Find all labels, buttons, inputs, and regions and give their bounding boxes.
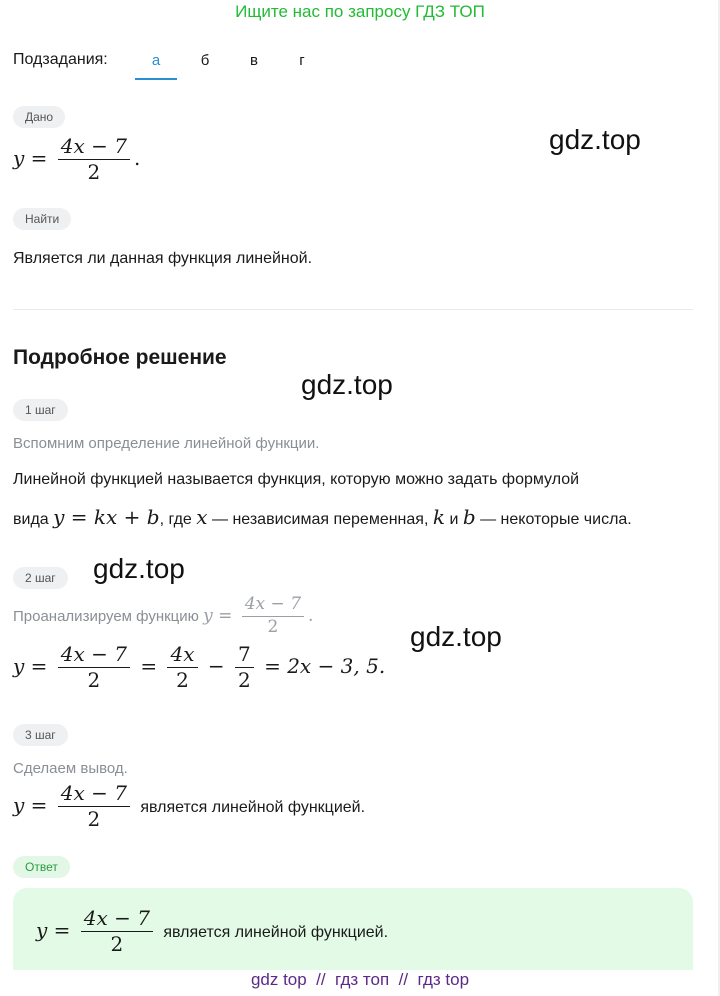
- step1-line1: Линейной функцией называется функция, которую можно задать формулой: [13, 471, 580, 488]
- footer-links[interactable]: gdz top // гдз топ // гдз top: [250, 970, 470, 989]
- section-divider: [13, 309, 693, 310]
- solution-title: Подробное решение: [13, 346, 227, 369]
- step3-pill: 3 шаг: [13, 724, 68, 746]
- top-banner[interactable]: Ищите нас по запросу ГДЗ ТОП: [235, 2, 485, 21]
- answer-pill: Ответ: [13, 856, 70, 878]
- active-tab-underline: [135, 78, 177, 80]
- given-formula: y = $\frac{4x - 7}{2}$ .: [13, 134, 141, 184]
- tab-g[interactable]: г: [299, 52, 305, 69]
- step1-hint: Вспомним определение линейной функции.: [13, 435, 320, 452]
- answer-text: y = $\frac{4x - 7}{2}$ является линейной функцией.: [36, 906, 389, 956]
- step3-hint: Сделаем вывод.: [13, 760, 128, 777]
- step2-pill: 2 шаг: [13, 567, 68, 589]
- find-text: Является ли данная функция линейной.: [13, 250, 313, 267]
- watermark: gdz.top: [93, 553, 185, 584]
- step1-line2: вида y = kx + b, где x — независимая переменная, k и b — некоторые числа.: [13, 505, 632, 529]
- step3-conclusion: y = $\frac{4x - 7}{2}$ является линейной функцией.: [13, 781, 366, 831]
- tab-b[interactable]: б: [200, 52, 210, 69]
- watermark: gdz.top: [301, 369, 393, 400]
- tab-a[interactable]: а: [151, 52, 161, 69]
- step2-hint: Проанализируем функцию y = $\frac{4x - 7}{2}$ .: [13, 594, 314, 637]
- subtasks-label: Подзадания:: [13, 51, 108, 68]
- step2-chain: y = $\frac{4x - 7}{2}$ = $\frac{4x}{2}$ − $\frac{7}{2}$ = 2x − 3, 5.: [13, 642, 386, 692]
- linear-formula: y = kx + b: [53, 505, 160, 529]
- watermark: gdz.top: [549, 124, 641, 155]
- watermark: gdz.top: [410, 621, 502, 652]
- step1-pill: 1 шаг: [13, 399, 68, 421]
- find-pill: Найти: [13, 208, 71, 230]
- tab-v[interactable]: в: [250, 52, 258, 69]
- given-pill: Дано: [13, 106, 65, 128]
